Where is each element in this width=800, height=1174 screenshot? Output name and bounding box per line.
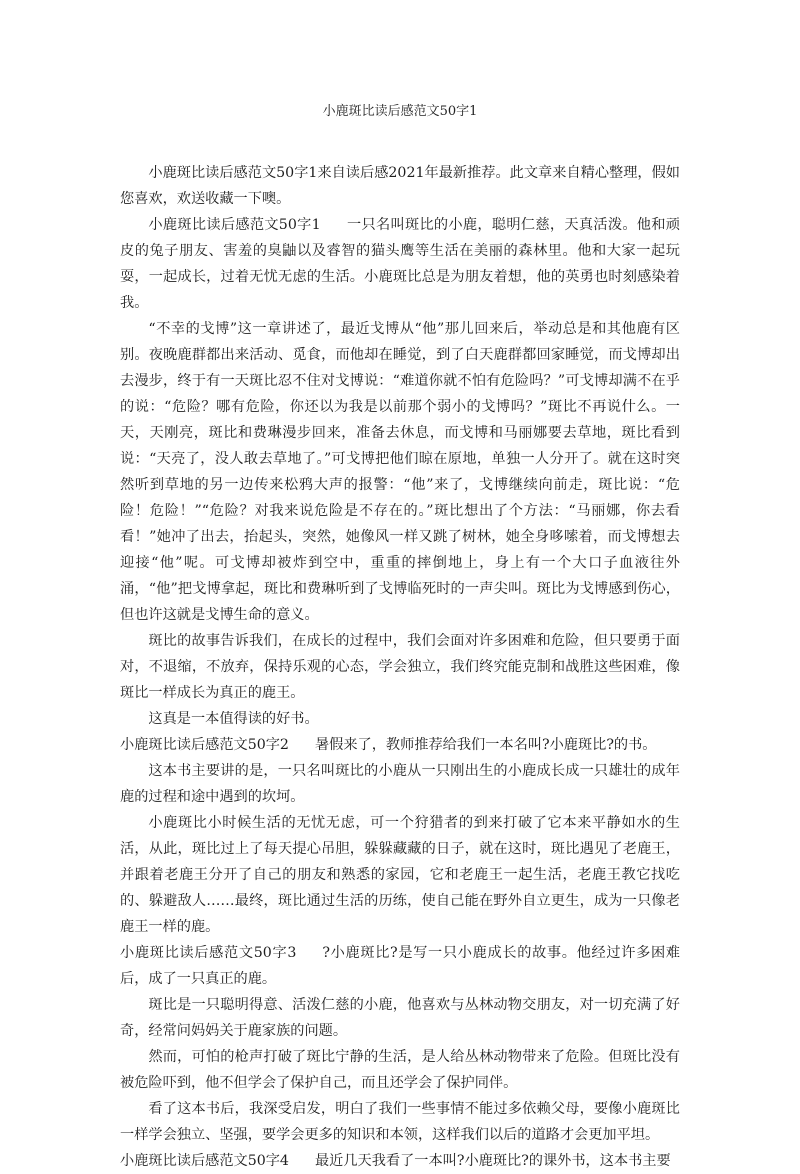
section-heading: 小鹿斑比读后感范文50字2 xyxy=(120,737,289,753)
paragraph xyxy=(120,628,680,706)
document-body xyxy=(120,160,680,1174)
page-title: 小鹿斑比读后感范文50字1 xyxy=(322,104,478,119)
paragraph-text: 小鹿斑比小时候生活的无忧无虑，可一个狩猎者的到来打破了它本来平静如水的生活，从此，斑比过上了每天提心吊胆，躲躲藏藏的日子，就在这时，斑比遇见了老鹿王，并跟着老鹿王分开了自己的朋友和熟悉的家园，它和老鹿王一起生活，老鹿王教它找吃的、躲避敌人……最终，斑比通过生活的历练，使自己能在野外自立更生，成为一只像老鹿王一样的鹿。 xyxy=(120,815,680,935)
paragraph-text: 小鹿斑比读后感范文50字1来自读后感2021年最新推荐。此文章来自精心整理，假如您喜欢，欢送收藏一下噢。 xyxy=(120,165,680,207)
paragraph xyxy=(120,1096,680,1148)
paragraph-text: 斑比是一只聪明得意、活泼仁慈的小鹿，他喜欢与丛林动物交朋友，对一切充满了好奇，经常问妈妈关于鹿家族的问题。 xyxy=(120,997,680,1039)
paragraph xyxy=(120,992,680,1044)
paragraph-text: “不幸的戈博”这一章讲述了，最近戈博从“他”那儿回来后，举动总是和其他鹿有区别。夜晚鹿群都出来活动、觅食，而他却在睡觉，到了白天鹿群都回家睡觉，而戈博却出去漫步，终于有一天斑比忍不住对戈博说：“难道你就不怕有危险吗？”可戈博却满不在乎的说：“危险？哪有危险，你还以为我是以前那个弱小的戈博吗？”斑比不再说什么。一天，天刚亮，斑比和费琳漫步回来，准备去休息，而戈博和马丽娜要去草地，斑比看到说：“天亮了，没人敢去草地了。”可戈博把他们晾在原地，单独一人分开了。就在这时突然听到草地的另一边传来松鸦大声的报警：“他”来了，戈博继续向前走，斑比说：“危险！危险！”“危险？对我来说危险是不存在的。”斑比想出了个方法：“马丽娜，你去看看！”她冲了出去，抬起头，突然，她像风一样又跳了树林，她全身哆嗦着，而戈博想去迎接“他”呢。可戈博却被炸到空中，重重的摔倒地上，身上有一个大口子血液往外涌，“他”把戈博拿起，斑比和费琳听到了戈博临死时的一声尖叫。斑比为戈博感到伤心，但也许这就是戈博生命的意义。 xyxy=(120,321,680,623)
paragraph xyxy=(120,940,680,992)
paragraph-text: 看了这本书后，我深受启发，明白了我们一些事情不能过多依赖父母，要像小鹿斑比一样学会独立、坚强，要学会更多的知识和本领，这样我们以后的道路才会更加平坦。 xyxy=(120,1101,680,1143)
paragraph-text: 这本书主要讲的是，一只名叫斑比的小鹿从一只刚出生的小鹿成长成一只雄壮的成年鹿的过程和途中遇到的坎坷。 xyxy=(120,763,680,805)
paragraph xyxy=(120,1044,680,1096)
paragraph-text: 这真是一本值得读的好书。 xyxy=(148,711,319,727)
section-heading: 小鹿斑比读后感范文50字4 xyxy=(120,1153,289,1169)
paragraph xyxy=(120,758,680,810)
paragraph xyxy=(120,316,680,628)
paragraph-text: 然而，可怕的枪声打破了斑比宁静的生活，是人给丛林动物带来了危险。但斑比没有被危险吓到，他不但学会了保护自己，而且还学会了保护同伴。 xyxy=(120,1049,680,1091)
paragraph xyxy=(120,1148,680,1174)
paragraph-text: 暑假来了，教师推荐给我们一本名叫?小鹿斑比?的书。 xyxy=(314,737,657,753)
paragraph xyxy=(120,212,680,316)
paragraph-text: 最近几天我看了一本叫?小鹿斑比?的课外书，这本书主要 xyxy=(314,1153,671,1169)
section-heading: 小鹿斑比读后感范文50字1 xyxy=(148,217,321,233)
paragraph xyxy=(120,732,680,758)
paragraph xyxy=(120,160,680,212)
paragraph xyxy=(120,810,680,940)
paragraph-text: ?小鹿斑比?是写一只小鹿成长的故事。他经过许多困难后，成了一只真正的鹿。 xyxy=(120,945,680,987)
paragraph xyxy=(120,706,680,732)
paragraph-text: 斑比的故事告诉我们，在成长的过程中，我们会面对许多困难和危险，但只要勇于面对，不退缩，不放弃，保持乐观的心态，学会独立，我们终究能克制和战胜这些困难，像斑比一样成长为真正的鹿王。 xyxy=(120,633,680,701)
paragraph-text: 一只名叫斑比的小鹿，聪明仁慈，天真活泼。他和顽皮的兔子朋友、害羞的臭鼬以及睿智的猫头鹰等生活在美丽的森林里。他和大家一起玩耍，一起成长，过着无忧无虑的生活。小鹿斑比总是为朋友着想，他的英勇也时刻感染着我。 xyxy=(120,217,680,311)
section-heading: 小鹿斑比读后感范文50字3 xyxy=(120,945,297,961)
